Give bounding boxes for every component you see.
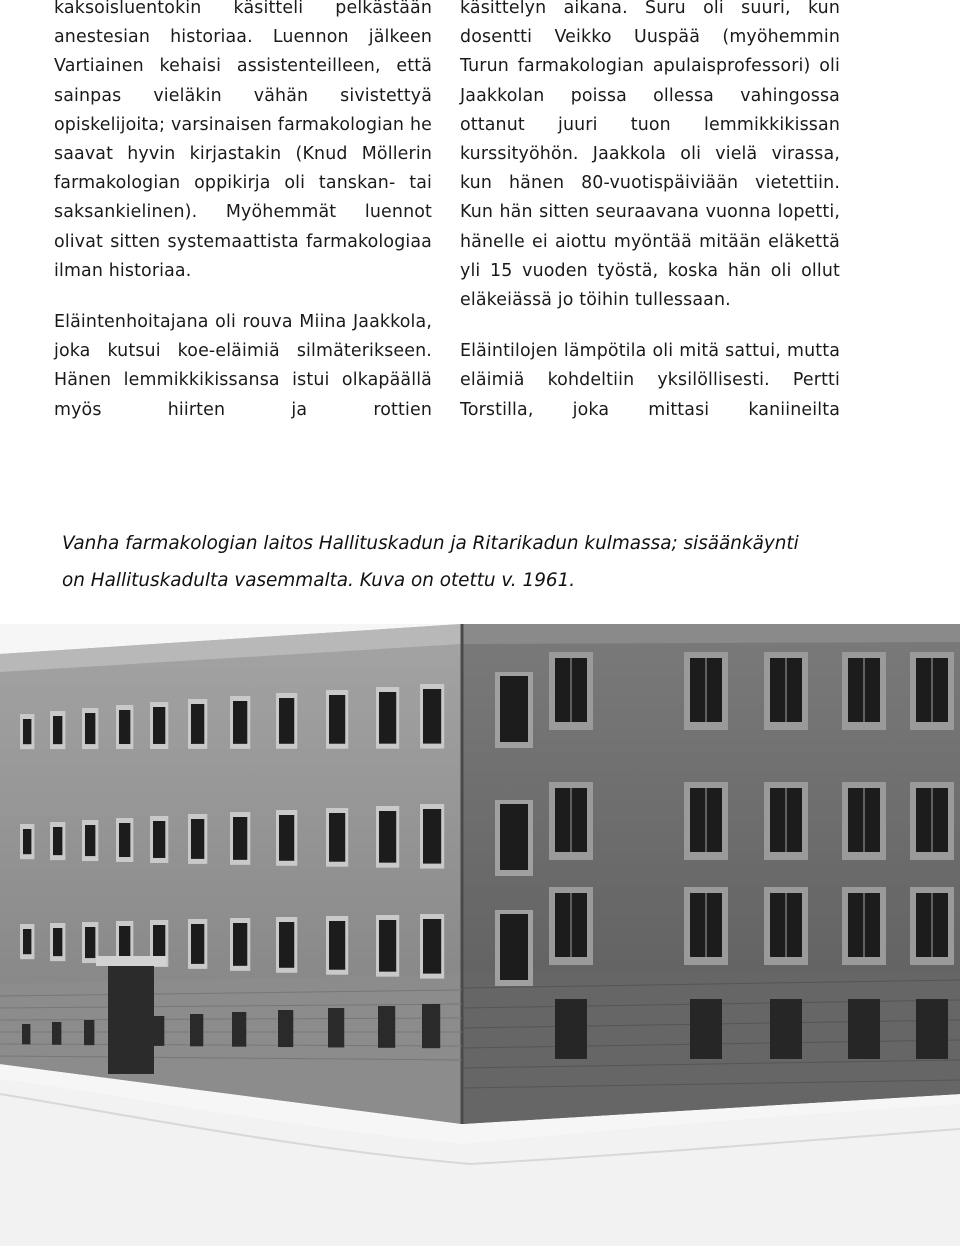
base-window <box>278 1010 293 1047</box>
entrance-canopy <box>96 956 166 966</box>
window <box>500 914 528 980</box>
window <box>423 919 441 974</box>
base-window <box>848 999 880 1059</box>
base-window <box>84 1020 94 1045</box>
window <box>379 692 396 744</box>
base-window <box>190 1014 203 1046</box>
paragraph: käsittelyn aikana. Suru oli suuri, kun dosentti Veikko Uuspää (myöhemmin Turun farmakologian apulaisprofessori) oli Jaakkolan poissa ollessa vahingossa ottanut juuri tuon lemmikkikissan kurssityöhön. Jaakkola oli vielä virassa, kun hänen 80-vuotispäiviään vietettiin. Kun hän sitten seuraavana vuonna lopetti, hänelle ei aiottu myöntää mitään eläkettä yli 15 vuoden työstä, koska hän oli ollut eläkeiässä jo töihin tullessaan. <box>460 0 840 311</box>
paragraph: Eläintilojen lämpötila oli mitä sattui, mutta eläimiä kohdeltiin yksilöllisesti. Pertti Torstilla, joka mittasi kaniineilta <box>460 341 840 420</box>
window <box>279 922 294 968</box>
window <box>119 823 130 857</box>
base-window <box>52 1022 61 1045</box>
window <box>191 924 204 964</box>
window <box>500 676 528 742</box>
window <box>191 819 204 859</box>
window <box>119 926 130 960</box>
window <box>119 710 130 744</box>
cornice-right <box>462 624 960 644</box>
window <box>329 921 345 970</box>
window <box>233 817 247 860</box>
base-window <box>22 1024 30 1044</box>
window <box>329 695 345 744</box>
building-photo-icon <box>0 624 960 1246</box>
window <box>85 825 95 856</box>
paragraph: kaksoisluentokin käsitteli pelkästään anestesian historiaa. Luennon jälkeen Vartiainen kehaisi assistenteilleen, että sainpas vieläkin vähän sivistettyä opiskelijoita; varsinaisen farmakologian he saavat hyvin kirjastakin (Knud Möllerin farmakologian oppikirja oli tanskan- tai saksankielinen). Myöhemmät luennot olivat sitten systemaattista farmakologiaa ilman historiaa. <box>54 0 432 281</box>
window <box>500 804 528 870</box>
base-window <box>555 999 587 1059</box>
base-window <box>916 999 948 1059</box>
window <box>279 815 294 861</box>
window <box>85 927 95 958</box>
caption-line: on Hallituskadulta vasemmalta. Kuva on otettu v. 1961. <box>62 570 576 591</box>
window <box>153 707 165 744</box>
window <box>53 928 62 956</box>
window <box>85 713 95 744</box>
base-window <box>770 999 802 1059</box>
building-photo <box>0 624 960 1246</box>
paragraph: Eläintenhoitajana oli rouva Miina Jaakkola, joka kutsui koe-eläimiä silmäterikseen. Hänen lemmikkikissansa istui olkapäällä myös hiirten ja rottien <box>54 312 432 420</box>
base-window <box>422 1004 440 1048</box>
window <box>191 704 204 744</box>
window <box>279 698 294 744</box>
window <box>153 821 165 858</box>
window <box>423 689 441 744</box>
base-window <box>232 1012 246 1047</box>
base-window <box>378 1006 395 1048</box>
window <box>53 716 62 744</box>
window <box>329 813 345 862</box>
left-text-column <box>54 0 432 425</box>
base-window <box>328 1008 344 1047</box>
window <box>23 719 31 744</box>
window <box>233 923 247 966</box>
window <box>379 920 396 972</box>
window <box>233 701 247 744</box>
window <box>423 809 441 864</box>
caption-line: Vanha farmakologian laitos Hallituskadun ja Ritarikadun kulmassa; sisäänkäynti <box>62 533 799 554</box>
right-text-column <box>460 0 840 425</box>
photo-caption <box>62 525 922 599</box>
entrance-door <box>108 964 154 1074</box>
window <box>379 811 396 863</box>
window <box>53 827 62 855</box>
window <box>23 929 31 954</box>
window <box>23 829 31 854</box>
base-window <box>690 999 722 1059</box>
